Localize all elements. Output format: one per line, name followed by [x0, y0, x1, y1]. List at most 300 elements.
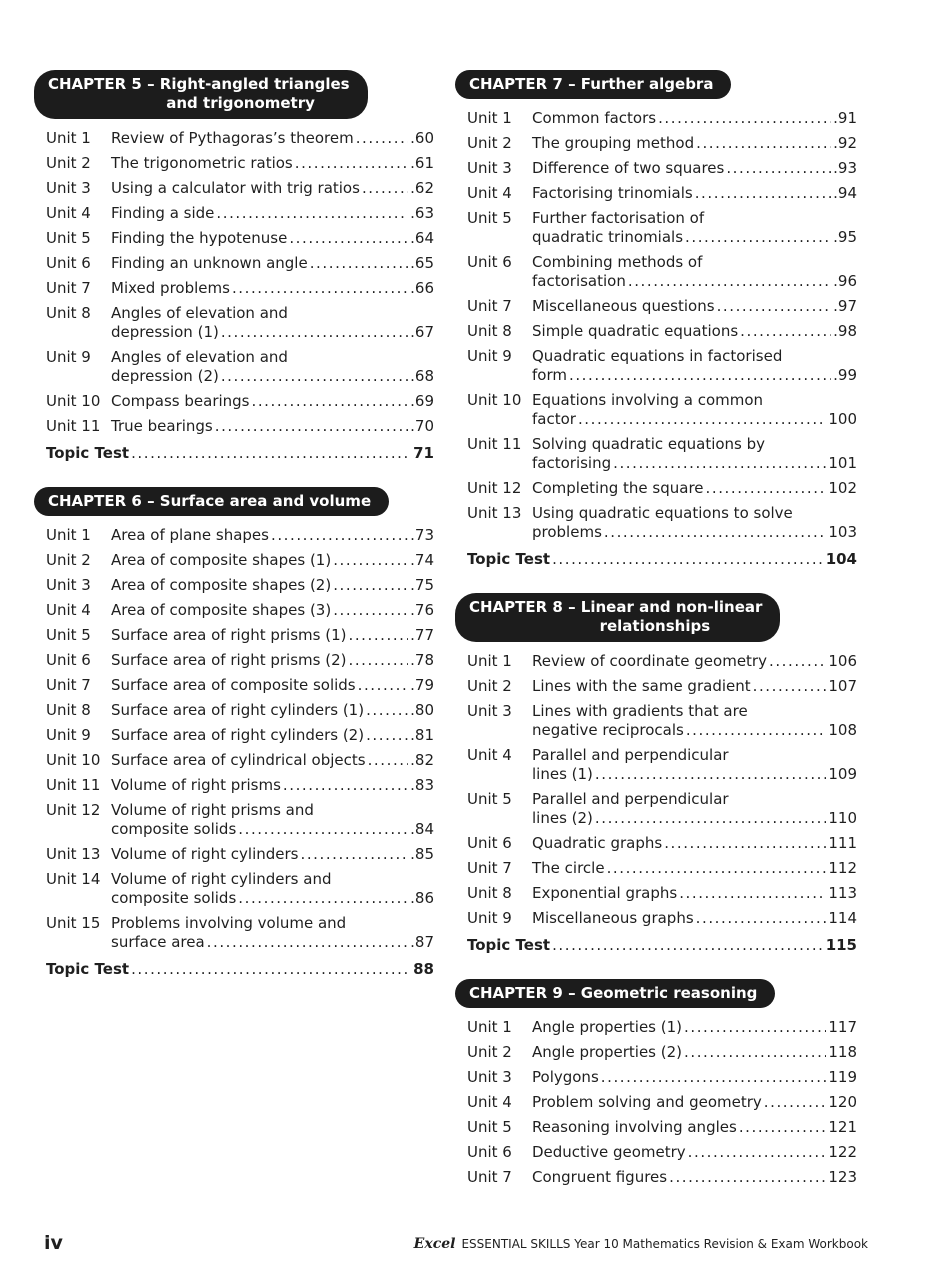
unit-row	[455, 834, 857, 853]
unit-title: Reasoning involving angles	[532, 1118, 737, 1136]
dot-leader	[628, 272, 831, 291]
unit-number: Unit 3	[467, 1068, 512, 1086]
unit-row	[455, 209, 857, 247]
page-ref: 88	[413, 960, 434, 978]
unit-number: Unit 2	[467, 677, 512, 695]
unit-body	[532, 1018, 857, 1037]
page-ref: 110	[828, 809, 857, 827]
unit-row	[455, 1043, 857, 1062]
dot-leader	[696, 134, 831, 153]
unit-title: quadratic trinomials	[532, 228, 684, 246]
page-ref: .63	[410, 204, 434, 222]
unit-title: Simple quadratic equations	[532, 322, 739, 340]
unit-row	[34, 845, 434, 864]
unit-title-line	[532, 109, 857, 128]
unit-row	[34, 801, 434, 839]
page-ref: 122	[828, 1143, 857, 1161]
footer-title-text: ESSENTIAL SKILLS Year 10 Mathematics Revision & Exam Workbook	[461, 1237, 868, 1251]
unit-title-line	[111, 526, 434, 545]
unit-title-line	[111, 551, 434, 570]
unit-row	[455, 702, 857, 740]
unit-title-line	[532, 909, 857, 928]
unit-body	[532, 884, 857, 903]
dot-leader	[283, 776, 408, 795]
unit-row	[34, 626, 434, 645]
unit-title-line	[532, 410, 857, 429]
footer-brand: Excel	[413, 1236, 456, 1252]
dot-leader	[221, 367, 408, 386]
unit-number: Unit 7	[467, 859, 512, 877]
unit-title: Review of coordinate geometry	[532, 652, 767, 670]
unit-body	[532, 297, 857, 316]
unit-title: Area of composite shapes (2)	[111, 576, 332, 594]
dot-leader	[613, 454, 826, 473]
page-ref: .66	[410, 279, 434, 297]
page-ref: 101	[828, 454, 857, 472]
unit-title: Surface area of right prisms (1)	[111, 626, 347, 644]
unit-body	[111, 154, 434, 173]
unit-row	[455, 652, 857, 671]
unit-title-line	[532, 765, 857, 784]
unit-title-line	[111, 348, 434, 367]
unit-body	[532, 504, 857, 542]
unit-row	[34, 154, 434, 173]
unit-body	[111, 651, 434, 670]
unit-body	[111, 526, 434, 545]
page-ref: .83	[410, 776, 434, 794]
unit-title-line	[111, 889, 434, 908]
unit-body	[111, 701, 434, 720]
unit-row	[455, 859, 857, 878]
unit-title: Surface area of composite solids	[111, 676, 356, 694]
unit-title: Parallel and perpendicular	[532, 746, 729, 764]
page-ref: .78	[410, 651, 434, 669]
dot-leader	[679, 884, 826, 903]
unit-row	[34, 551, 434, 570]
unit-title: factorisation	[532, 272, 626, 290]
unit-title: Quadratic equations in factorised	[532, 347, 783, 365]
unit-body	[111, 417, 434, 436]
dot-leader	[131, 444, 411, 463]
unit-number: Unit 15	[46, 914, 101, 932]
unit-row	[34, 870, 434, 908]
unit-title: Angles of elevation and	[111, 304, 288, 322]
unit-number: Unit 6	[467, 1143, 512, 1161]
unit-title-line	[532, 347, 857, 366]
unit-title-line	[532, 504, 857, 523]
unit-number: Unit 6	[46, 254, 91, 272]
unit-title-line	[532, 721, 857, 740]
unit-number: Unit 6	[467, 253, 512, 271]
unit-title-line	[532, 209, 857, 228]
page-ref: 108	[828, 721, 857, 739]
unit-title-line	[532, 184, 857, 203]
unit-body	[111, 801, 434, 839]
unit-title: Miscellaneous questions	[532, 297, 715, 315]
unit-title-line	[532, 479, 857, 498]
page-ref: 113	[828, 884, 857, 902]
unit-title: Angles of elevation and	[111, 348, 288, 366]
unit-number: Unit 12	[467, 479, 522, 497]
chapter-heading: CHAPTER 6 – Surface area and volume	[34, 487, 389, 516]
unit-body	[532, 1043, 857, 1062]
page-ref: .87	[410, 933, 434, 951]
unit-body	[111, 279, 434, 298]
unit-title-line	[532, 523, 857, 542]
unit-title: Completing the square	[532, 479, 704, 497]
topic-test-label: Topic Test	[467, 936, 551, 954]
unit-number: Unit 10	[46, 392, 101, 410]
unit-row	[455, 297, 857, 316]
unit-body	[111, 576, 434, 595]
page-ref: .96	[833, 272, 857, 290]
unit-row	[455, 1168, 857, 1187]
dot-leader	[362, 179, 408, 198]
unit-number: Unit 4	[467, 184, 512, 202]
unit-body	[111, 551, 434, 570]
unit-number: Unit 2	[467, 134, 512, 152]
page-ref: .85	[410, 845, 434, 863]
unit-title-line	[111, 820, 434, 839]
toc-column-left	[34, 70, 434, 1003]
unit-title: Factorising trinomials	[532, 184, 693, 202]
unit-body	[111, 726, 434, 745]
page-ref: .86	[410, 889, 434, 907]
unit-body	[532, 391, 857, 429]
unit-title-line	[532, 1068, 857, 1087]
unit-number: Unit 9	[467, 909, 512, 927]
page-ref: 118	[828, 1043, 857, 1061]
page-ref: 100	[828, 410, 857, 428]
unit-number: Unit 2	[46, 154, 91, 172]
unit-body	[532, 702, 857, 740]
page-ref: .74	[410, 551, 434, 569]
unit-title-line	[532, 1168, 857, 1187]
unit-row	[34, 279, 434, 298]
unit-body	[111, 179, 434, 198]
unit-title: Area of composite shapes (3)	[111, 601, 332, 619]
dot-leader	[658, 109, 831, 128]
dot-leader	[215, 417, 408, 436]
unit-title-line	[111, 279, 434, 298]
unit-title: True bearings	[111, 417, 213, 435]
unit-number: Unit 12	[46, 801, 101, 819]
unit-title-line	[532, 454, 857, 473]
unit-row	[34, 179, 434, 198]
unit-number: Unit 4	[46, 601, 91, 619]
unit-title-line	[532, 809, 857, 828]
page-ref: .67	[410, 323, 434, 341]
page-number: iv	[44, 1232, 63, 1254]
unit-title: Volume of right cylinders and	[111, 870, 332, 888]
unit-title-line	[111, 304, 434, 323]
dot-leader	[366, 701, 408, 720]
dot-leader	[333, 576, 408, 595]
unit-number: Unit 5	[467, 209, 512, 227]
unit-title: Polygons	[532, 1068, 599, 1086]
dot-leader	[664, 834, 826, 853]
dot-leader	[601, 1068, 827, 1087]
unit-body	[111, 676, 434, 695]
topic-test-label: Topic Test	[46, 960, 130, 978]
unit-number: Unit 1	[46, 129, 91, 147]
unit-number: Unit 7	[46, 676, 91, 694]
unit-title: factor	[532, 410, 576, 428]
dot-leader	[358, 676, 409, 695]
unit-body	[532, 253, 857, 291]
unit-title-line	[111, 845, 434, 864]
dot-leader	[717, 297, 832, 316]
unit-title-line	[532, 1043, 857, 1062]
unit-row	[34, 726, 434, 745]
unit-title: Area of plane shapes	[111, 526, 269, 544]
page-ref: 107	[828, 677, 857, 695]
page-ref: 117	[828, 1018, 857, 1036]
page-ref: .69	[410, 392, 434, 410]
unit-title: Surface area of cylindrical objects	[111, 751, 366, 769]
dot-leader	[348, 626, 408, 645]
unit-number: Unit 6	[46, 651, 91, 669]
unit-title: Lines with gradients that are	[532, 702, 748, 720]
unit-title-line	[532, 297, 857, 316]
unit-title-line	[111, 676, 434, 695]
unit-title: problems	[532, 523, 602, 541]
unit-number: Unit 1	[467, 652, 512, 670]
unit-number: Unit 1	[467, 109, 512, 127]
unit-number: Unit 8	[467, 322, 512, 340]
unit-body	[532, 677, 857, 696]
unit-body	[532, 1118, 857, 1137]
page-ref: .95	[833, 228, 857, 246]
page-ref: .61	[410, 154, 434, 172]
page-ref: 106	[828, 652, 857, 670]
dot-leader	[271, 526, 408, 545]
chapter-heading: CHAPTER 7 – Further algebra	[455, 70, 731, 99]
unit-title-line	[111, 626, 434, 645]
unit-title: composite solids	[111, 820, 237, 838]
dot-leader	[310, 254, 408, 273]
unit-title: Problem solving and geometry	[532, 1093, 762, 1111]
dot-leader	[685, 228, 831, 247]
unit-body	[532, 909, 857, 928]
dot-leader	[740, 322, 831, 341]
page-ref: 71	[413, 444, 434, 462]
unit-title: Lines with the same gradient	[532, 677, 751, 695]
unit-title: Congruent figures	[532, 1168, 668, 1186]
page-ref: .76	[410, 601, 434, 619]
page-ref: .98	[833, 322, 857, 340]
page-ref: .84	[410, 820, 434, 838]
chapter-section	[455, 593, 857, 955]
dot-leader	[221, 323, 408, 342]
unit-title: composite solids	[111, 889, 237, 907]
topic-test-row	[34, 444, 434, 463]
unit-body	[111, 870, 434, 908]
dot-leader	[301, 845, 409, 864]
unit-number: Unit 5	[46, 626, 91, 644]
unit-row	[455, 184, 857, 203]
unit-title-line	[532, 134, 857, 153]
unit-title: The circle	[532, 859, 605, 877]
unit-row	[34, 129, 434, 148]
unit-number: Unit 10	[46, 751, 101, 769]
unit-row	[455, 1093, 857, 1112]
page-ref: 123	[828, 1168, 857, 1186]
unit-title-line	[532, 859, 857, 878]
unit-row	[455, 435, 857, 473]
unit-number: Unit 6	[467, 834, 512, 852]
unit-title: Surface area of right cylinders (2)	[111, 726, 365, 744]
unit-body	[532, 209, 857, 247]
unit-row	[455, 253, 857, 291]
unit-title-line	[111, 323, 434, 342]
page-ref: 104	[825, 550, 857, 568]
page-ref: .99	[833, 366, 857, 384]
unit-number: Unit 14	[46, 870, 101, 888]
unit-row	[455, 159, 857, 178]
unit-body	[532, 479, 857, 498]
unit-body	[532, 1143, 857, 1162]
chapter-section	[34, 70, 434, 463]
dot-leader	[607, 859, 827, 878]
unit-number: Unit 11	[46, 417, 101, 435]
unit-title: Angle properties (2)	[532, 1043, 683, 1061]
unit-title-line	[532, 1093, 857, 1112]
unit-title: Using quadratic equations to solve	[532, 504, 793, 522]
unit-body	[111, 129, 434, 148]
unit-row	[455, 746, 857, 784]
unit-body	[532, 1068, 857, 1087]
unit-title-line	[111, 726, 434, 745]
page-ref: .75	[410, 576, 434, 594]
dot-leader	[753, 677, 827, 696]
dot-leader	[238, 889, 408, 908]
page-ref: .65	[410, 254, 434, 272]
unit-body	[532, 159, 857, 178]
unit-title: Mixed problems	[111, 279, 230, 297]
page-ref: .64	[410, 229, 434, 247]
unit-row	[455, 322, 857, 341]
unit-title: depression (1)	[111, 323, 219, 341]
unit-row	[455, 109, 857, 128]
unit-title: Finding the hypotenuse	[111, 229, 288, 247]
unit-body	[532, 790, 857, 828]
unit-row	[34, 392, 434, 411]
unit-title: Common factors	[532, 109, 657, 127]
page-ref: 103	[828, 523, 857, 541]
page-ref: 114	[828, 909, 857, 927]
unit-title-line	[111, 154, 434, 173]
unit-title: Review of Pythagoras’s theorem	[111, 129, 354, 147]
dot-leader	[686, 721, 827, 740]
unit-body	[111, 229, 434, 248]
unit-title-line	[532, 435, 857, 454]
unit-title: Volume of right cylinders	[111, 845, 299, 863]
unit-row	[34, 229, 434, 248]
unit-title: Deductive geometry	[532, 1143, 686, 1161]
unit-row	[455, 884, 857, 903]
topic-test-label: Topic Test	[467, 550, 551, 568]
unit-row	[455, 1143, 857, 1162]
unit-title-line	[532, 253, 857, 272]
unit-row	[34, 676, 434, 695]
unit-title-line	[111, 417, 434, 436]
page-ref: .82	[410, 751, 434, 769]
unit-number: Unit 8	[46, 701, 91, 719]
unit-title-line	[532, 884, 857, 903]
unit-number: Unit 3	[467, 159, 512, 177]
unit-title: Parallel and perpendicular	[532, 790, 729, 808]
dot-leader	[356, 129, 408, 148]
unit-title: Area of composite shapes (1)	[111, 551, 332, 569]
unit-title-line	[111, 751, 434, 770]
topic-test-row	[455, 550, 857, 569]
unit-body	[111, 751, 434, 770]
unit-row	[34, 204, 434, 223]
page-ref: 120	[828, 1093, 857, 1111]
unit-row	[34, 254, 434, 273]
page-ref: .60	[410, 129, 434, 147]
dot-leader	[604, 523, 826, 542]
unit-body	[111, 601, 434, 620]
unit-row	[34, 701, 434, 720]
page-ref: .92	[833, 134, 857, 152]
unit-row	[455, 504, 857, 542]
unit-title: Quadratic graphs	[532, 834, 663, 852]
unit-row	[34, 576, 434, 595]
unit-row	[34, 601, 434, 620]
dot-leader	[769, 652, 826, 671]
unit-row	[455, 909, 857, 928]
dot-leader	[696, 909, 827, 928]
unit-body	[532, 652, 857, 671]
unit-title: Surface area of right cylinders (1)	[111, 701, 365, 719]
unit-title-line	[111, 933, 434, 952]
chapter-section	[455, 70, 857, 569]
unit-title-line	[532, 652, 857, 671]
unit-number: Unit 5	[46, 229, 91, 247]
unit-title: surface area	[111, 933, 205, 951]
unit-title-line	[532, 702, 857, 721]
dot-leader	[695, 184, 831, 203]
page-ref: 102	[828, 479, 857, 497]
page-ref: .70	[410, 417, 434, 435]
page-ref: .94	[833, 184, 857, 202]
unit-number: Unit 13	[46, 845, 101, 863]
page-ref: .81	[410, 726, 434, 744]
unit-number: Unit 4	[46, 204, 91, 222]
chapter-section	[455, 979, 857, 1187]
unit-title: The grouping method	[532, 134, 695, 152]
page-ref: .62	[410, 179, 434, 197]
page-ref: .73	[410, 526, 434, 544]
unit-title: Equations involving a common	[532, 391, 764, 409]
unit-row	[34, 526, 434, 545]
unit-title: Difference of two squares	[532, 159, 725, 177]
unit-title: The trigonometric ratios	[111, 154, 293, 172]
unit-title-line	[111, 367, 434, 386]
unit-body	[111, 348, 434, 386]
unit-title-line	[532, 790, 857, 809]
unit-title-line	[111, 870, 434, 889]
dot-leader	[366, 726, 408, 745]
unit-title-line	[111, 576, 434, 595]
unit-title: factorising	[532, 454, 612, 472]
unit-title-line	[532, 272, 857, 291]
dot-leader	[368, 751, 409, 770]
unit-title-line	[532, 391, 857, 410]
footer-book-title	[414, 1236, 868, 1252]
